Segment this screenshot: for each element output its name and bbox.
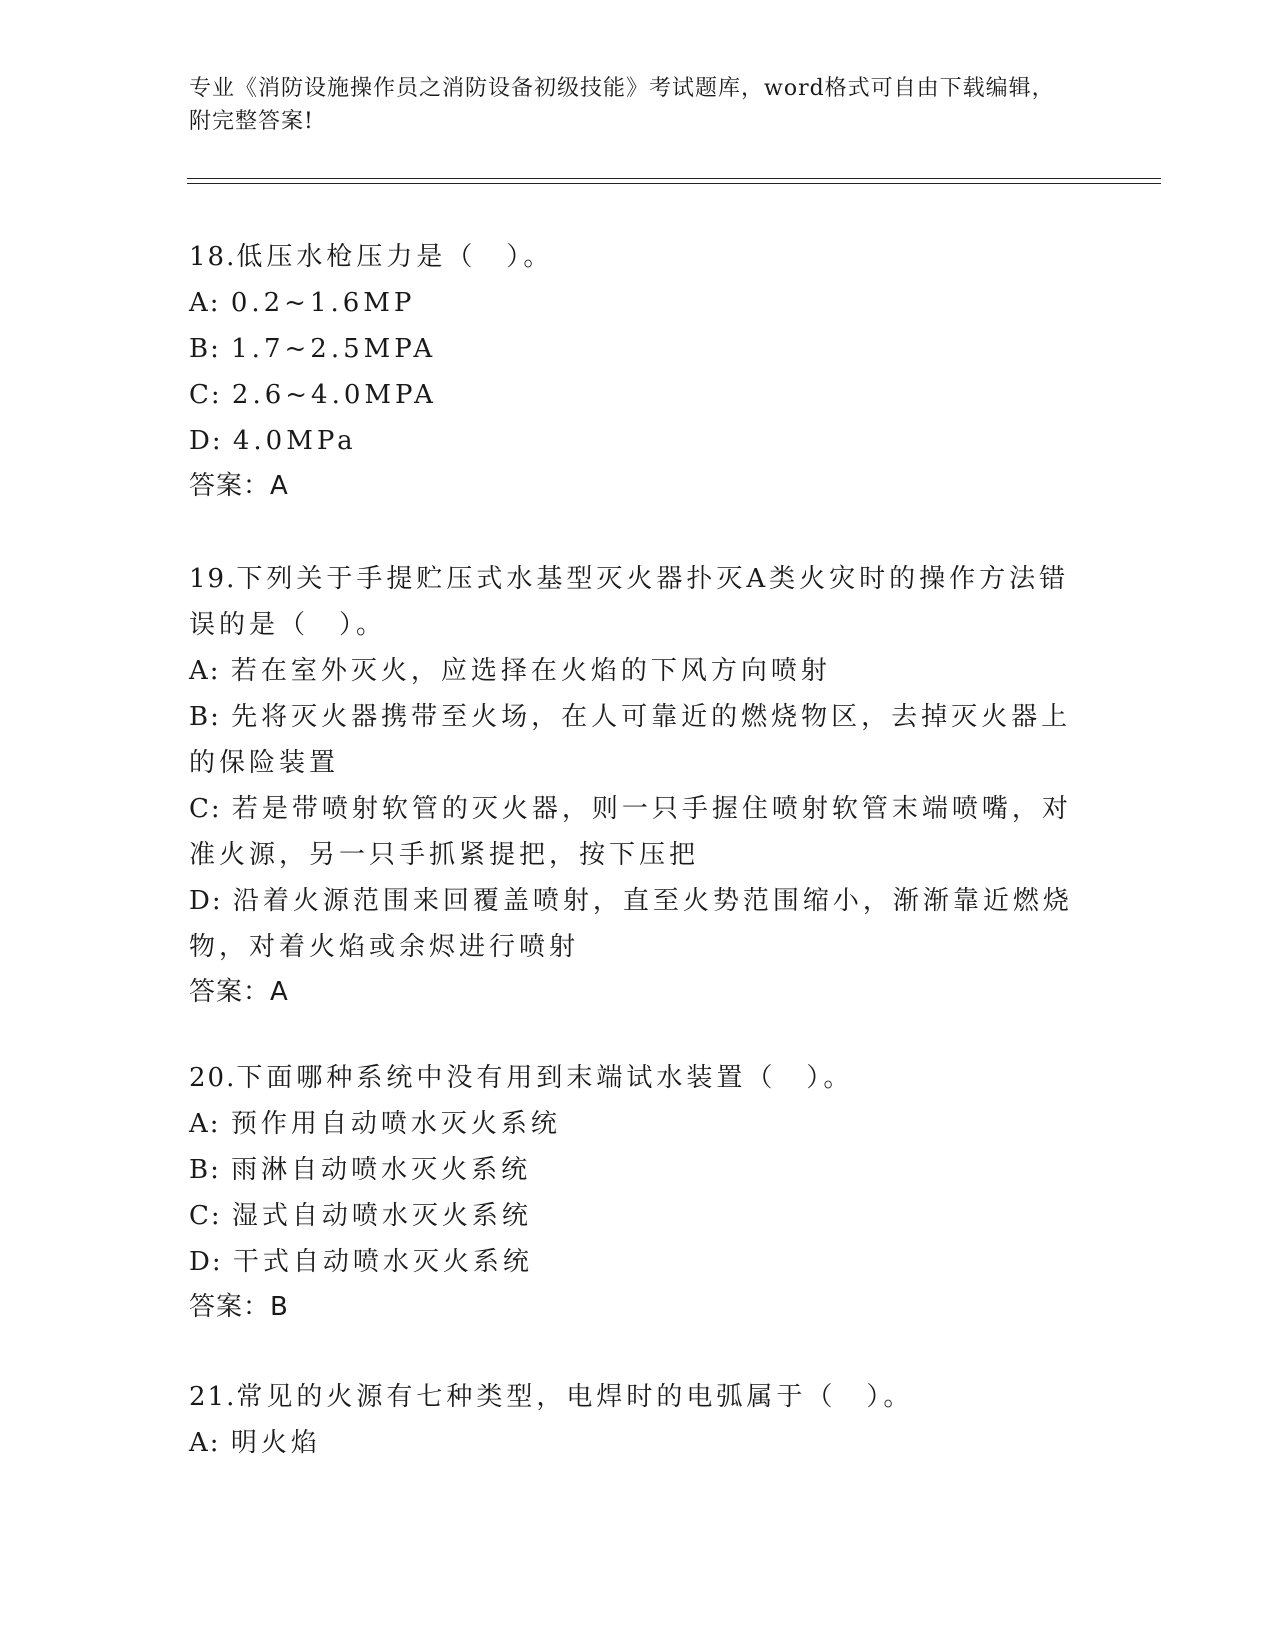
option-label: A: xyxy=(189,1428,221,1458)
question-20 xyxy=(189,1055,1089,1329)
question-stem xyxy=(189,556,1089,648)
header-divider-top xyxy=(187,178,1161,179)
option-text: 若是带喷射软管的灭火器，则一只手握住喷射软管末端喷嘴，对准火源，另一只手抓紧提把，按下压把 xyxy=(189,794,1072,870)
option-text: 1.7~2.5MPA xyxy=(231,334,437,364)
question-19 xyxy=(189,556,1089,1014)
question-stem xyxy=(189,234,1089,280)
option-d xyxy=(189,418,1089,464)
question-number: 21. xyxy=(189,1382,237,1412)
option-text: 湿式自动喷水灭火系统 xyxy=(231,1201,532,1231)
question-number: 20. xyxy=(189,1063,237,1093)
option-text: 预作用自动喷水灭火系统 xyxy=(230,1109,561,1139)
question-text: 下列关于手提贮压式水基型灭火器扑灭A类火灾时的操作方法错误的是（ ）。 xyxy=(189,564,1070,640)
option-text: 4.0MPa xyxy=(232,426,357,456)
option-label: B: xyxy=(189,1155,221,1185)
option-text: 0.2~1.6MP xyxy=(230,288,416,318)
option-text: 若在室外灭火，应选择在火焰的下风方向喷射 xyxy=(230,656,831,686)
option-label: D: xyxy=(189,1247,223,1277)
question-number: 19. xyxy=(189,564,237,594)
option-text: 雨淋自动喷水灭火系统 xyxy=(231,1155,532,1185)
answer-line: 答案：A xyxy=(189,471,289,501)
option-label: A: xyxy=(189,1109,221,1139)
question-stem xyxy=(189,1374,1089,1420)
option-label: A: xyxy=(189,656,221,686)
option-text: 先将灭火器携带至火场，在人可靠近的燃烧物区，去掉灭火器上的保险装置 xyxy=(189,702,1072,778)
option-c xyxy=(189,786,1089,878)
option-a xyxy=(189,280,1089,326)
option-label: C: xyxy=(189,794,222,824)
option-label: D: xyxy=(189,886,223,916)
document-header: 专业《消防设施操作员之消防设备初级技能》考试题库，word格式可自由下载编辑，附完整答案! xyxy=(189,76,1055,134)
question-18 xyxy=(189,234,1089,508)
option-text: 干式自动喷水灭火系统 xyxy=(232,1247,533,1277)
option-b xyxy=(189,326,1089,372)
option-a xyxy=(189,1420,1089,1466)
option-c xyxy=(189,1193,1089,1239)
answer-line: 答案：B xyxy=(189,1292,289,1322)
answer-line: 答案：A xyxy=(189,977,289,1007)
option-label: C: xyxy=(189,380,222,410)
option-label: B: xyxy=(189,702,221,732)
question-stem xyxy=(189,1055,1089,1101)
option-b xyxy=(189,694,1089,786)
option-a xyxy=(189,1101,1089,1147)
option-label: D: xyxy=(189,426,223,456)
question-text: 常见的火源有七种类型，电焊时的电弧属于（ ）。 xyxy=(236,1382,914,1412)
question-text: 低压水枪压力是（ ）。 xyxy=(236,242,554,272)
option-d xyxy=(189,1239,1089,1285)
option-b xyxy=(189,1147,1089,1193)
option-c xyxy=(189,372,1089,418)
question-number: 18. xyxy=(189,242,237,272)
option-text: 2.6~4.0MPA xyxy=(231,380,437,410)
header-divider-bottom xyxy=(187,183,1161,184)
option-label: A: xyxy=(189,288,221,318)
option-d xyxy=(189,878,1089,970)
question-21 xyxy=(189,1374,1089,1466)
option-text: 沿着火源范围来回覆盖喷射，直至火势范围缩小，渐渐靠近燃烧物，对着火焰或余烬进行喷射 xyxy=(189,886,1073,962)
option-a xyxy=(189,648,1089,694)
option-label: B: xyxy=(189,334,221,364)
question-text: 下面哪种系统中没有用到末端试水装置（ ）。 xyxy=(236,1063,854,1093)
option-label: C: xyxy=(189,1201,222,1231)
option-text: 明火焰 xyxy=(230,1428,321,1458)
